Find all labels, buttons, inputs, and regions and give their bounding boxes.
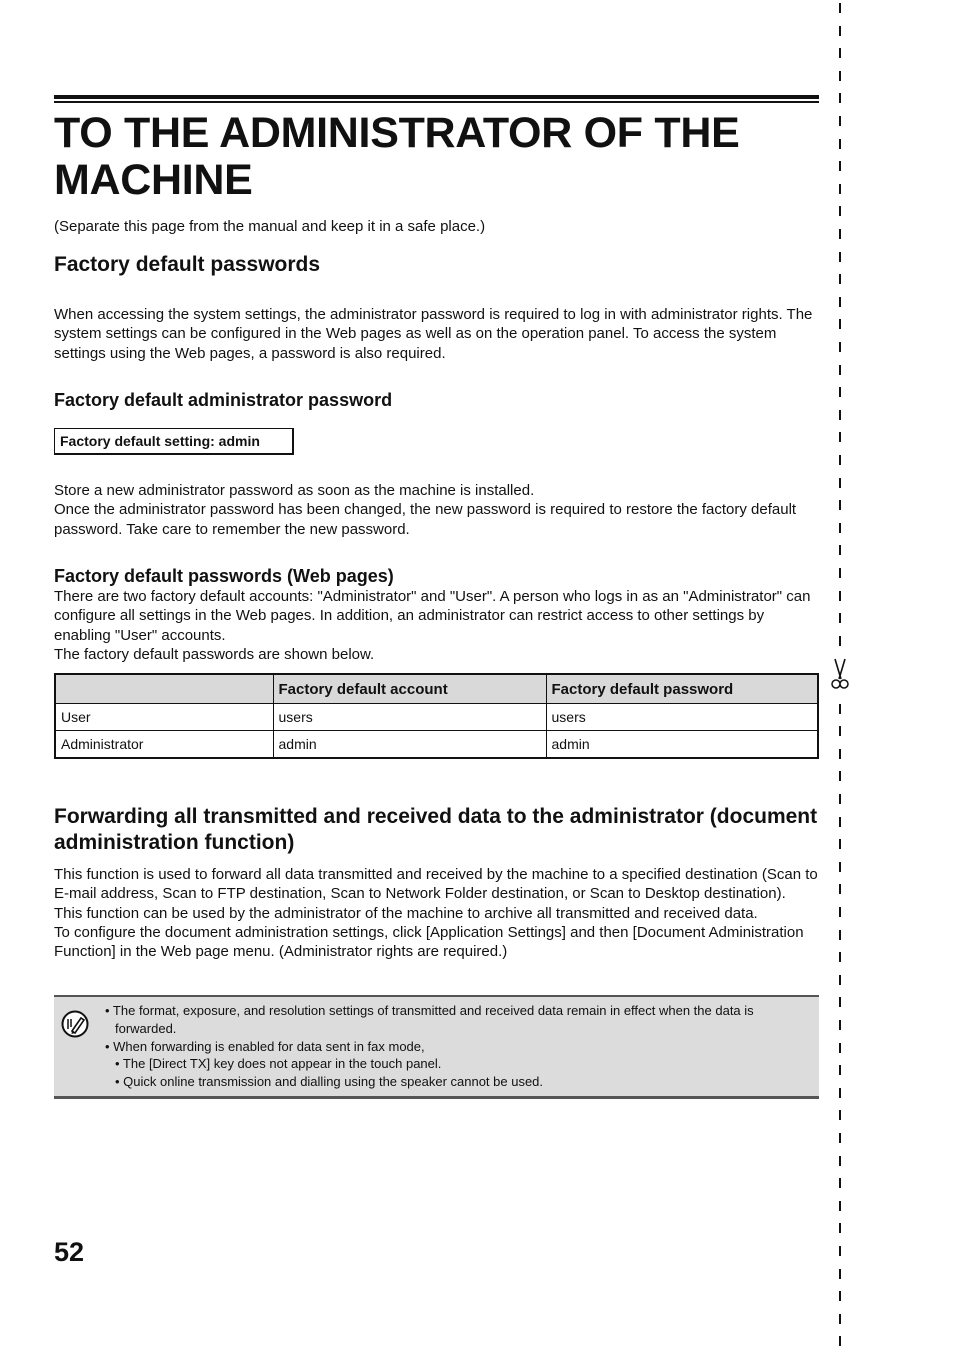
cut-line-dash <box>839 613 841 623</box>
cut-line-dash <box>839 184 841 194</box>
cut-line-dash <box>839 1178 841 1188</box>
cut-line-dash <box>839 48 841 58</box>
cut-line-dash <box>839 862 841 872</box>
table-row <box>55 704 818 731</box>
cut-line-dash <box>839 1043 841 1053</box>
cut-line-dash <box>839 1314 841 1324</box>
page-number: 52 <box>54 1237 85 1267</box>
cut-line-dash <box>839 206 841 216</box>
cut-line-dash <box>839 3 841 13</box>
cut-line-dash <box>839 952 841 962</box>
table-header-row <box>55 674 818 704</box>
table-header <box>55 674 273 704</box>
cut-line-dash <box>839 1223 841 1233</box>
table-cell: Administrator <box>55 731 273 759</box>
cut-line-dash <box>839 410 841 420</box>
web-passwords-heading: Factory default passwords (Web pages) <box>54 566 394 586</box>
table-cell: admin <box>273 731 546 759</box>
store-paragraph <box>54 481 824 539</box>
web-paragraph <box>54 587 824 664</box>
note-item: • When forwarding is enabled for data sent in fax mode, <box>105 1038 425 1054</box>
cut-line-dash <box>839 432 841 442</box>
cut-line-dash <box>839 1133 841 1143</box>
cut-line-dash <box>839 71 841 81</box>
cut-line-dash <box>839 771 841 781</box>
cut-line-dash <box>839 26 841 36</box>
cut-line-dash <box>839 545 841 555</box>
note-list <box>105 1002 815 1091</box>
cut-line-dash <box>839 139 841 149</box>
factory-setting-box: Factory default setting: admin <box>54 428 294 455</box>
store-line-1: Store a new administrator password as soon as the machine is installed. <box>54 482 535 499</box>
cut-line-dash <box>839 319 841 329</box>
cut-line-dash <box>839 726 841 736</box>
pencil-note-icon <box>61 1010 89 1038</box>
cut-line-dash <box>839 568 841 578</box>
note-item: • The format, exposure, and resolution settings of transmitted and received data remain in effect when the data is forwarded. <box>105 1003 754 1036</box>
section-heading-forwarding: Forwarding all transmitted and received data to the administrator (document administration function) <box>54 805 818 854</box>
cut-line-dash <box>839 274 841 284</box>
web-para-2: The factory default passwords are shown below. <box>54 645 375 663</box>
store-line-2: Once the administrator password has been changed, the new password is required to restore the factory default password. Take care to remember the new password. <box>54 501 797 538</box>
cut-line-dash <box>839 365 841 375</box>
note-subitem: • Quick online transmission and dialling using the speaker cannot be used. <box>115 1074 544 1090</box>
table-cell: admin <box>546 731 818 759</box>
table-row <box>55 731 818 759</box>
cut-line-dash <box>839 704 841 714</box>
page-title: TO THE ADMINISTRATOR OF THE MACHINE <box>54 109 740 204</box>
table-cell: users <box>273 704 546 731</box>
separate-note: (Separate this page from the manual and keep it in a safe place.) <box>54 218 486 235</box>
cut-line-dash <box>839 1065 841 1075</box>
cut-line-dash <box>839 93 841 103</box>
cut-line-dash <box>839 1110 841 1120</box>
cut-line-dash <box>839 478 841 488</box>
intro-paragraph: When accessing the system settings, the administrator password is required to log in with administrator rights. The system settings can be configured in the Web pages as well as on the operation panel. To access the system settings using the Web pages, a password is also required. <box>54 306 813 362</box>
title-rule-thin <box>54 101 819 103</box>
cut-line-dash <box>839 500 841 510</box>
cut-line-dash <box>839 342 841 352</box>
cut-line-dash <box>839 523 841 533</box>
cut-line-dash <box>839 1020 841 1030</box>
cut-line-dash <box>839 229 841 239</box>
cut-line-dash <box>839 1291 841 1301</box>
cut-line-dash <box>839 636 841 646</box>
forwarding-paragraph <box>54 865 824 961</box>
table-cell: User <box>55 704 273 731</box>
cut-line-dash <box>839 387 841 397</box>
cut-line-dash <box>839 1269 841 1279</box>
cut-line-dash <box>839 161 841 171</box>
forwarding-para-3: To configure the document administration settings, click [Application Settings] and then [Document Administration Function] in the Web page menu. (Administrator rights are required.) <box>54 923 804 961</box>
note-subitem: • The [Direct TX] key does not appear in the touch panel. <box>115 1056 442 1072</box>
forwarding-para-1: This function is used to forward all data transmitted and received by the machine to a specified destination (Scan to E-mail address, Scan to FTP destination, Scan to Network Folder destination, or Scan to Desktop destination). <box>54 866 818 903</box>
cut-line-dash <box>839 839 841 849</box>
cut-line-dash <box>839 1246 841 1256</box>
cut-line-dash <box>839 297 841 307</box>
cut-line-dash <box>839 1201 841 1211</box>
cut-line-dash <box>839 1156 841 1166</box>
table-header: Factory default password <box>546 674 818 704</box>
forwarding-para-2: This function can be used by the administrator of the machine to archive all transmitted and received data. <box>54 904 758 922</box>
table-header: Factory default account <box>273 674 546 704</box>
password-table <box>54 673 819 759</box>
cut-line-dash <box>839 1088 841 1098</box>
cut-line-dash <box>839 591 841 601</box>
cut-line-dash <box>839 1336 841 1346</box>
cut-line-dash <box>839 817 841 827</box>
cut-line-dash <box>839 252 841 262</box>
cut-line-dash <box>839 116 841 126</box>
title-rule-thick <box>54 95 819 99</box>
cut-line-dash <box>839 975 841 985</box>
cut-line-dash <box>839 997 841 1007</box>
cut-line-dash <box>839 794 841 804</box>
web-para-1: There are two factory default accounts: "Administrator" and "User". A person who logs in as an "Administrator" can configure all settings in the Web pages. In addition, an administrator can restrict access to other settings by enabling "User" accounts. <box>54 588 811 644</box>
scissors-icon <box>829 657 851 693</box>
cut-line-dash <box>839 907 841 917</box>
section-heading-passwords: Factory default passwords <box>54 253 321 276</box>
cut-line-dash <box>839 930 841 940</box>
admin-password-heading: Factory default administrator password <box>54 390 393 410</box>
table-cell: users <box>546 704 818 731</box>
cut-line-dash <box>839 884 841 894</box>
cut-line-dash <box>839 749 841 759</box>
cut-line-dash <box>839 455 841 465</box>
